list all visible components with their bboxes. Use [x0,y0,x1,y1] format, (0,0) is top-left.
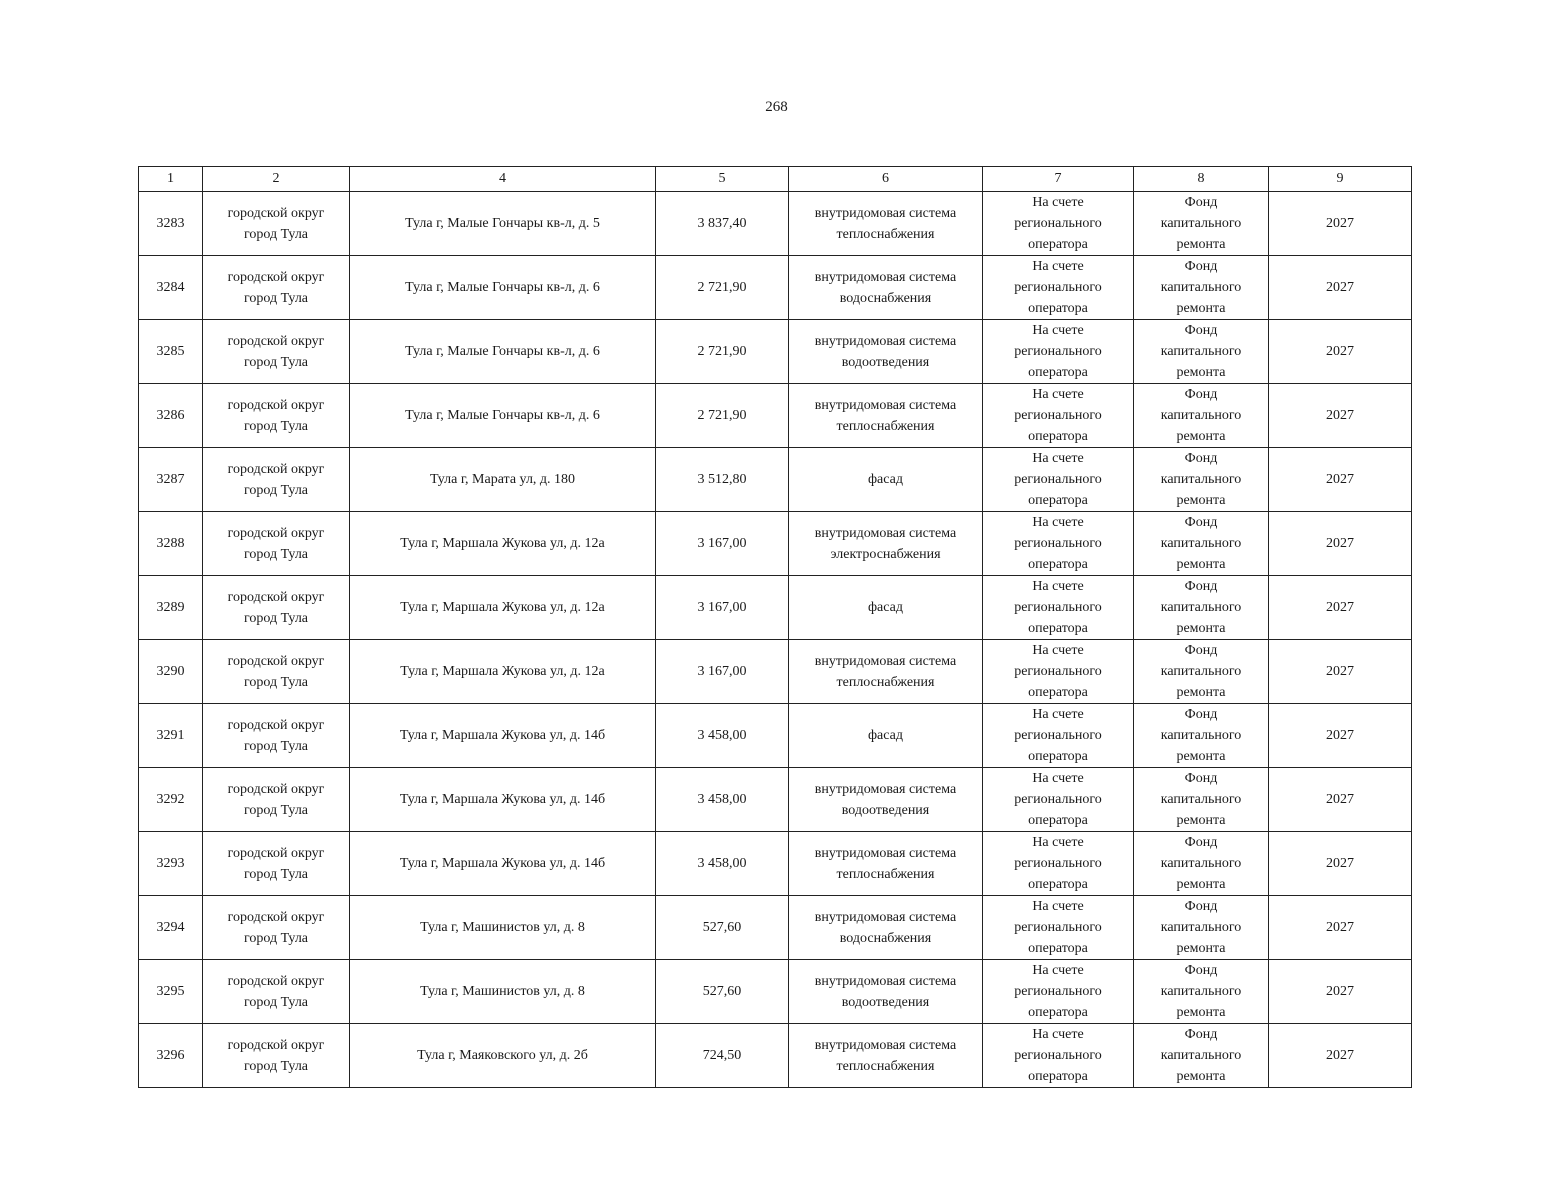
column-header-1: 1 [139,167,203,192]
cell-municipality [203,704,350,768]
cell-municipality-line: город Тула [243,866,309,882]
cell-account [983,960,1134,1024]
cell-fund-source-line: Фонд [1184,771,1218,786]
cell-address: Тула г, Малые Гончары кв-л, д. 5 [350,192,656,256]
cell-fund-source [1134,1024,1269,1088]
column-header-2: 2 [203,167,350,192]
cell-number: 3283 [139,192,203,256]
cell-fund-source-line: капитального [1160,984,1242,999]
cell-fund-source-line: ремонта [1176,1005,1226,1020]
cell-area: 3 837,40 [656,192,789,256]
cell-municipality-line: город Тула [243,226,309,242]
cell-municipality-line: город Тула [243,674,309,690]
cell-work-type-line: внутридомовая система [814,205,957,221]
cell-municipality [203,256,350,320]
cell-account [983,320,1134,384]
cell-account-line: На счете [1032,899,1084,914]
cell-address: Тула г, Малые Гончары кв-л, д. 6 [350,320,656,384]
cell-account-line: На счете [1032,579,1084,594]
cell-fund-source-line: Фонд [1184,195,1218,210]
cell-fund-source [1134,960,1269,1024]
cell-fund-source [1134,448,1269,512]
cell-municipality [203,192,350,256]
cell-fund-source-line: ремонта [1176,557,1226,572]
cell-area: 3 167,00 [656,512,789,576]
cell-fund-source-line: капитального [1160,536,1242,551]
cell-fund-source-line: капитального [1160,920,1242,935]
cell-fund-source-line: капитального [1160,344,1242,359]
cell-fund-source-line: Фонд [1184,323,1218,338]
cell-fund-source-line: ремонта [1176,941,1226,956]
cell-number: 3286 [139,384,203,448]
cell-account-line: регионального [1014,536,1102,551]
cell-fund-source-line: капитального [1160,408,1242,423]
cell-area: 724,50 [656,1024,789,1088]
cell-work-type [789,832,983,896]
cell-fund-source [1134,384,1269,448]
cell-account [983,384,1134,448]
cell-fund-source-line: ремонта [1176,749,1226,764]
cell-year: 2027 [1269,832,1412,896]
cell-municipality [203,512,350,576]
cell-number: 3294 [139,896,203,960]
table-row [139,640,1412,704]
cell-fund-source-line: капитального [1160,280,1242,295]
cell-address: Тула г, Маршала Жукова ул, д. 12а [350,512,656,576]
cell-municipality [203,1024,350,1088]
cell-municipality-line: город Тула [243,610,309,626]
cell-area: 2 721,90 [656,256,789,320]
cell-municipality-line: город Тула [243,482,309,498]
cell-fund-source-line: ремонта [1176,301,1226,316]
cell-work-type [789,320,983,384]
cell-municipality-line: город Тула [243,354,309,370]
cell-municipality-line: городской округ [227,397,325,413]
table-row [139,320,1412,384]
cell-municipality-line: город Тула [243,738,309,754]
cell-fund-source [1134,576,1269,640]
cell-work-type [789,896,983,960]
cell-work-type-line: теплоснабжения [836,674,935,690]
cell-account-line: оператора [1028,429,1088,444]
cell-account-line: регионального [1014,856,1102,871]
cell-work-type-line: теплоснабжения [836,418,935,434]
cell-fund-source-line: Фонд [1184,387,1218,402]
cell-municipality [203,768,350,832]
cell-address: Тула г, Машинистов ул, д. 8 [350,896,656,960]
cell-year: 2027 [1269,512,1412,576]
cell-account-line: оператора [1028,237,1088,252]
cell-area: 3 458,00 [656,704,789,768]
cell-municipality-line: город Тула [243,802,309,818]
cell-municipality-line: городской округ [227,845,325,861]
cell-fund-source-line: капитального [1160,472,1242,487]
cell-account-line: регионального [1014,472,1102,487]
table-body [139,192,1412,1088]
page-number: 268 [765,99,788,115]
cell-year: 2027 [1269,384,1412,448]
cell-year: 2027 [1269,192,1412,256]
cell-number: 3290 [139,640,203,704]
cell-area: 3 458,00 [656,832,789,896]
cell-fund-source-line: Фонд [1184,579,1218,594]
cell-work-type [789,256,983,320]
cell-municipality-line: городской округ [227,653,325,669]
cell-fund-source-line: ремонта [1176,877,1226,892]
cell-fund-source [1134,512,1269,576]
cell-area: 527,60 [656,896,789,960]
cell-municipality-line: город Тула [243,546,309,562]
cell-fund-source-line: Фонд [1184,1027,1218,1042]
cell-number: 3288 [139,512,203,576]
cell-fund-source-line: ремонта [1176,621,1226,636]
cell-account [983,768,1134,832]
cell-account-line: На счете [1032,835,1084,850]
cell-fund-source-line: Фонд [1184,899,1218,914]
cell-work-type [789,768,983,832]
cell-address: Тула г, Машинистов ул, д. 8 [350,960,656,1024]
cell-work-type [789,960,983,1024]
cell-fund-source-line: ремонта [1176,813,1226,828]
cell-number: 3291 [139,704,203,768]
cell-account-line: оператора [1028,685,1088,700]
cell-account-line: регионального [1014,280,1102,295]
cell-work-type-line: фасад [867,728,903,743]
cell-account-line: оператора [1028,1005,1088,1020]
cell-year: 2027 [1269,576,1412,640]
cell-account [983,256,1134,320]
cell-municipality-line: городской округ [227,205,325,221]
cell-fund-source-line: Фонд [1184,643,1218,658]
cell-work-type-line: внутридомовая система [814,973,957,989]
cell-year: 2027 [1269,1024,1412,1088]
cell-fund-source [1134,768,1269,832]
cell-work-type-line: теплоснабжения [836,226,935,242]
cell-work-type-line: внутридомовая система [814,269,957,285]
cell-municipality-line: город Тула [243,290,309,306]
cell-municipality [203,576,350,640]
table-row [139,960,1412,1024]
table-row [139,448,1412,512]
cell-year: 2027 [1269,896,1412,960]
cell-municipality [203,320,350,384]
cell-account-line: На счете [1032,963,1084,978]
cell-fund-source [1134,192,1269,256]
cell-account-line: регионального [1014,1048,1102,1063]
cell-area: 3 167,00 [656,576,789,640]
cell-area: 3 458,00 [656,768,789,832]
cell-account-line: оператора [1028,877,1088,892]
cell-account-line: На счете [1032,195,1084,210]
cell-municipality-line: городской округ [227,461,325,477]
cell-area: 3 512,80 [656,448,789,512]
cell-work-type [789,192,983,256]
column-header-9: 9 [1269,167,1412,192]
cell-work-type-line: водоотведения [841,802,930,818]
cell-account-line: На счете [1032,451,1084,466]
cell-year: 2027 [1269,256,1412,320]
cell-municipality-line: городской округ [227,333,325,349]
cell-account-line: На счете [1032,1027,1084,1042]
cell-year: 2027 [1269,768,1412,832]
cell-fund-source-line: капитального [1160,664,1242,679]
cell-municipality-line: городской округ [227,525,325,541]
cell-fund-source-line: Фонд [1184,707,1218,722]
cell-account-line: регионального [1014,792,1102,807]
cell-year: 2027 [1269,320,1412,384]
cell-municipality-line: город Тула [243,1058,309,1074]
cell-fund-source-line: капитального [1160,792,1242,807]
cell-address: Тула г, Марата ул, д. 180 [350,448,656,512]
table-row [139,704,1412,768]
cell-municipality-line: городской округ [227,589,325,605]
cell-address: Тула г, Малые Гончары кв-л, д. 6 [350,256,656,320]
cell-fund-source-line: капитального [1160,728,1242,743]
cell-municipality-line: город Тула [243,930,309,946]
cell-work-type-line: внутридомовая система [814,397,957,413]
cell-fund-source-line: капитального [1160,216,1242,231]
capital-repair-table [138,166,1412,1088]
cell-account-line: регионального [1014,984,1102,999]
cell-fund-source-line: капитального [1160,600,1242,615]
cell-number: 3289 [139,576,203,640]
cell-account-line: регионального [1014,664,1102,679]
cell-fund-source [1134,704,1269,768]
cell-work-type-line: теплоснабжения [836,866,935,882]
cell-fund-source-line: ремонта [1176,685,1226,700]
cell-account [983,512,1134,576]
cell-municipality-line: городской округ [227,717,325,733]
cell-municipality-line: городской округ [227,781,325,797]
cell-account-line: оператора [1028,621,1088,636]
cell-work-type-line: внутридомовая система [814,1037,957,1053]
cell-work-type [789,448,983,512]
cell-account-line: На счете [1032,771,1084,786]
cell-work-type-line: электроснабжения [830,546,941,562]
cell-work-type-line: внутридомовая система [814,653,957,669]
cell-area: 3 167,00 [656,640,789,704]
cell-account [983,832,1134,896]
cell-account-line: оператора [1028,301,1088,316]
cell-fund-source [1134,256,1269,320]
cell-number: 3296 [139,1024,203,1088]
cell-fund-source-line: ремонта [1176,365,1226,380]
cell-account [983,704,1134,768]
cell-number: 3293 [139,832,203,896]
cell-municipality [203,448,350,512]
cell-municipality [203,832,350,896]
cell-work-type-line: внутридомовая система [814,781,957,797]
cell-account-line: оператора [1028,1069,1088,1084]
cell-address: Тула г, Маяковского ул, д. 2б [350,1024,656,1088]
cell-account-line: регионального [1014,728,1102,743]
table-row [139,256,1412,320]
cell-fund-source [1134,896,1269,960]
cell-account [983,192,1134,256]
cell-work-type [789,704,983,768]
cell-work-type [789,1024,983,1088]
cell-work-type-line: фасад [867,600,903,615]
cell-number: 3285 [139,320,203,384]
cell-account-line: регионального [1014,408,1102,423]
cell-account [983,576,1134,640]
cell-fund-source-line: капитального [1160,1048,1242,1063]
cell-account-line: оператора [1028,557,1088,572]
column-header-5: 5 [656,167,789,192]
cell-fund-source [1134,320,1269,384]
cell-account-line: оператора [1028,365,1088,380]
cell-address: Тула г, Маршала Жукова ул, д. 12а [350,576,656,640]
column-header-8: 8 [1134,167,1269,192]
cell-work-type [789,640,983,704]
cell-municipality [203,896,350,960]
cell-work-type [789,384,983,448]
cell-municipality [203,384,350,448]
cell-number: 3295 [139,960,203,1024]
column-header-7: 7 [983,167,1134,192]
cell-work-type-line: внутридомовая система [814,333,957,349]
table-row [139,832,1412,896]
cell-work-type-line: внутридомовая система [814,909,957,925]
cell-address: Тула г, Маршала Жукова ул, д. 14б [350,768,656,832]
cell-year: 2027 [1269,640,1412,704]
cell-fund-source-line: Фонд [1184,963,1218,978]
cell-account [983,1024,1134,1088]
cell-area: 2 721,90 [656,384,789,448]
cell-fund-source-line: Фонд [1184,515,1218,530]
cell-municipality-line: городской округ [227,909,325,925]
cell-account-line: На счете [1032,707,1084,722]
cell-account-line: На счете [1032,515,1084,530]
cell-account [983,896,1134,960]
cell-account-line: На счете [1032,259,1084,274]
table-row [139,576,1412,640]
cell-work-type-line: внутридомовая система [814,845,957,861]
cell-address: Тула г, Маршала Жукова ул, д. 12а [350,640,656,704]
cell-municipality [203,960,350,1024]
table-row [139,896,1412,960]
cell-area: 527,60 [656,960,789,1024]
table-row [139,192,1412,256]
cell-account-line: оператора [1028,493,1088,508]
cell-account-line: оператора [1028,749,1088,764]
cell-work-type-line: теплоснабжения [836,1058,935,1074]
cell-number: 3292 [139,768,203,832]
cell-fund-source-line: Фонд [1184,835,1218,850]
cell-year: 2027 [1269,960,1412,1024]
cell-account-line: регионального [1014,216,1102,231]
cell-work-type-line: водоснабжения [839,930,932,946]
cell-municipality-line: городской округ [227,269,325,285]
table-row [139,1024,1412,1088]
cell-account-line: На счете [1032,323,1084,338]
cell-account [983,448,1134,512]
table-row [139,512,1412,576]
cell-fund-source-line: ремонта [1176,237,1226,252]
cell-fund-source-line: капитального [1160,856,1242,871]
table-header-row [139,167,1412,192]
cell-address: Тула г, Маршала Жукова ул, д. 14б [350,832,656,896]
cell-account-line: оператора [1028,813,1088,828]
cell-municipality-line: городской округ [227,973,325,989]
cell-fund-source-line: Фонд [1184,259,1218,274]
cell-account-line: На счете [1032,643,1084,658]
cell-account-line: регионального [1014,920,1102,935]
cell-work-type-line: водоотведения [841,354,930,370]
cell-area: 2 721,90 [656,320,789,384]
cell-work-type [789,512,983,576]
cell-address: Тула г, Маршала Жукова ул, д. 14б [350,704,656,768]
cell-fund-source-line: ремонта [1176,1069,1226,1084]
cell-account-line: регионального [1014,600,1102,615]
cell-account-line: На счете [1032,387,1084,402]
cell-work-type-line: фасад [867,472,903,487]
cell-municipality-line: город Тула [243,418,309,434]
table-row [139,768,1412,832]
cell-municipality [203,640,350,704]
column-header-4: 4 [350,167,656,192]
cell-work-type-line: водоснабжения [839,290,932,306]
cell-account-line: оператора [1028,941,1088,956]
cell-fund-source [1134,640,1269,704]
cell-work-type-line: внутридомовая система [814,525,957,541]
cell-year: 2027 [1269,448,1412,512]
cell-account [983,640,1134,704]
cell-work-type-line: водоотведения [841,994,930,1010]
column-header-6: 6 [789,167,983,192]
cell-fund-source-line: ремонта [1176,493,1226,508]
cell-fund-source-line: Фонд [1184,451,1218,466]
cell-fund-source [1134,832,1269,896]
cell-number: 3284 [139,256,203,320]
cell-municipality-line: городской округ [227,1037,325,1053]
table-row [139,384,1412,448]
cell-fund-source-line: ремонта [1176,429,1226,444]
cell-municipality-line: город Тула [243,994,309,1010]
cell-account-line: регионального [1014,344,1102,359]
cell-work-type [789,576,983,640]
cell-address: Тула г, Малые Гончары кв-л, д. 6 [350,384,656,448]
cell-number: 3287 [139,448,203,512]
cell-year: 2027 [1269,704,1412,768]
